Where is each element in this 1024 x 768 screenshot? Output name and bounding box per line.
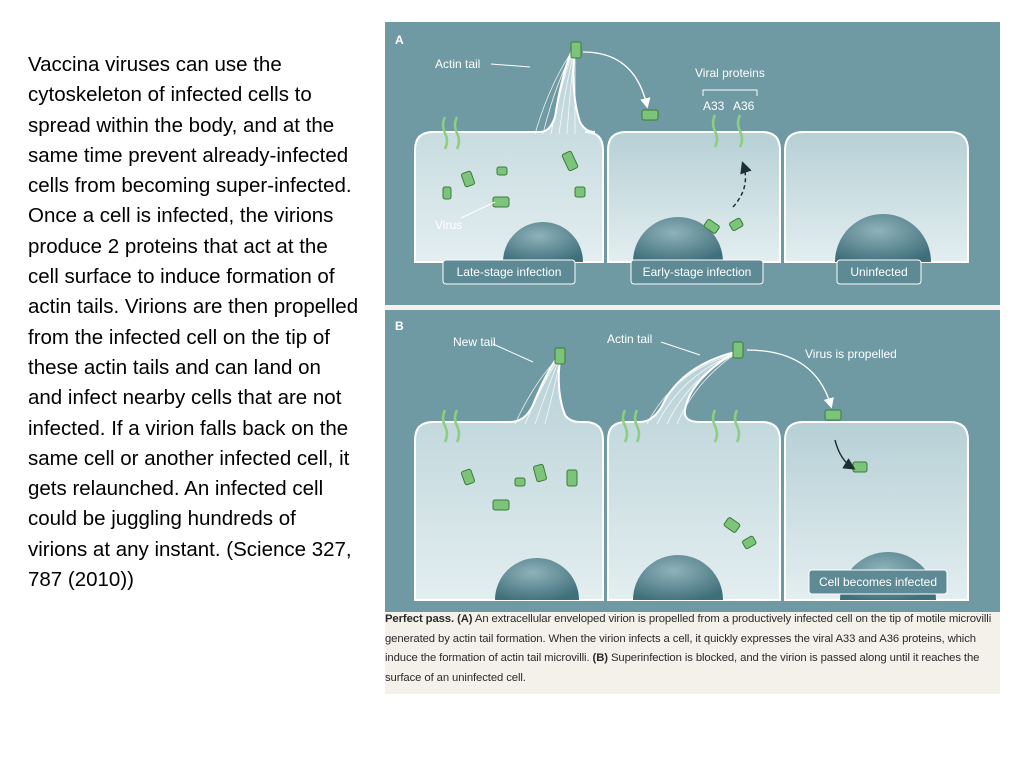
virion: [571, 42, 581, 58]
label-cell-becomes-infected: Cell becomes infected: [818, 575, 938, 589]
virion: [825, 410, 841, 420]
caption-text-b: Superinfection is blocked, and the virion is passed along until it reaches the surface of an uninfected cell.: [385, 652, 980, 684]
panel-b-diagram: [385, 310, 1000, 612]
figure: [385, 22, 1000, 694]
virion: [493, 500, 509, 510]
virion: [497, 167, 507, 175]
caption-title: Perfect pass.: [385, 613, 455, 625]
bracket-viral-proteins: [703, 90, 757, 96]
virion: [443, 187, 451, 199]
label-actin-tail: Actin tail: [435, 57, 481, 71]
virion: [567, 470, 577, 486]
label-uninfected: Uninfected: [850, 265, 908, 279]
body-paragraph: Vaccina viruses can use the cytoskeleton of infected cells to spread within the body, and at the same time prevent already-infected cells from becoming super-infected. Once a cell is infected, the virions produce 2 proteins that act at the cell surface to induce formation of actin tails. Virions are then propelled from the infected cell on the tip of these actin tails and can land on and infect nearby cells that are not infected. If a virion falls back on the same cell or another infected cell, it gets relaunched. An infected cell could be juggling hundreds of virions at any instant. (Science 327, 787 (2010)): [28, 53, 359, 592]
label-late-stage: Late-stage infection: [456, 265, 562, 279]
virion: [515, 478, 525, 486]
caption-text-a: An extracellular enveloped virion is propelled from a productively infected cell on the tip of motile microvilli generated by actin tail formation. When the virion infects a cell, it quickly expresses the viral A33 and A36 proteins, which induce the formation of actin tail microvilli.: [385, 613, 992, 664]
leader-actin-tail-b: [661, 342, 700, 355]
panel-a-diagram: [385, 22, 1000, 305]
panel-b: [385, 310, 1000, 612]
body-text: [28, 50, 360, 595]
leader-new-tail: [493, 344, 533, 362]
virion: [733, 342, 743, 358]
label-virus-propelled: Virus is propelled: [805, 347, 897, 361]
label-virus: Virus: [435, 218, 463, 232]
virion: [642, 110, 658, 120]
panel-a: [385, 22, 1000, 305]
virion: [575, 187, 585, 197]
label-new-tail: New tail: [453, 335, 496, 349]
virion: [853, 462, 867, 472]
virion: [493, 197, 509, 207]
label-viral-proteins: Viral proteins: [695, 66, 765, 80]
label-a36: A36: [733, 99, 755, 113]
figure-caption: [385, 610, 1000, 688]
arrow-virion-transfer: [583, 52, 647, 106]
label-early-stage: Early-stage infection: [642, 265, 752, 279]
caption-label-a: (A): [457, 613, 473, 625]
label-a33: A33: [703, 99, 725, 113]
caption-label-b: (B): [592, 652, 608, 664]
label-actin-tail-b: Actin tail: [607, 332, 653, 346]
leader-actin-tail: [491, 64, 530, 67]
panel-a-letter: A: [395, 33, 404, 47]
panel-b-letter: B: [395, 319, 404, 333]
virion: [555, 348, 565, 364]
